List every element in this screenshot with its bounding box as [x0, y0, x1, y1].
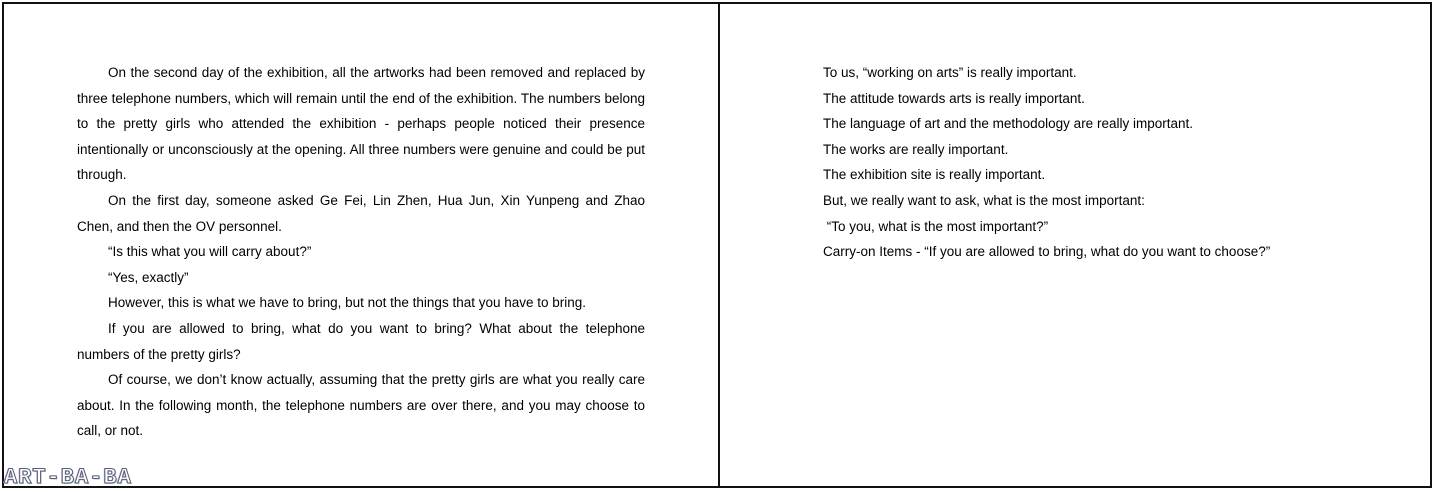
left-paragraph: “Is this what you will carry about?”	[108, 244, 312, 260]
book-spread	[2, 2, 1432, 488]
left-paragraph: However, this is what we have to bring, but not the things that you have to bring.	[108, 295, 587, 311]
right-page	[823, 60, 1383, 265]
right-line: But, we really want to ask, what is the most important:	[823, 192, 1145, 208]
left-paragraph: Of course, we don’t know actually, assuming that the pretty girls are what you really care about. In the following month, the telephone numbers are over there, and you may choose to call, or not.	[77, 372, 645, 439]
right-line: The works are really important.	[823, 141, 1009, 157]
left-paragraph: On the first day, someone asked Ge Fei, Lin Zhen, Hua Jun, Xin Yunpeng and Zhao Chen, and then the OV personnel.	[77, 192, 645, 234]
right-line: Carry-on Items - “If you are allowed to bring, what do you want to choose?”	[823, 244, 1271, 260]
left-paragraph: “Yes, exactly”	[108, 269, 189, 285]
right-line: “To you, what is the most important?”	[823, 218, 1049, 234]
right-line: The attitude towards arts is really important.	[823, 90, 1085, 106]
page-divider	[718, 4, 720, 486]
left-paragraph: If you are allowed to bring, what do you want to bring? What about the telephone numbers of the pretty girls?	[77, 320, 645, 362]
watermark-logo: ART-BA-BA	[4, 465, 132, 490]
left-paragraph: On the second day of the exhibition, all the artworks had been removed and replaced by three telephone numbers, which will remain until the end of the exhibition. The numbers belong to the pretty girls who attended the exhibition - perhaps people noticed their presence intentionally or unconsciously at the opening. All three numbers were genuine and could be put through.	[77, 65, 645, 183]
right-line: The language of art and the methodology are really important.	[823, 116, 1193, 132]
left-page	[77, 60, 645, 444]
right-line: To us, “working on arts” is really important.	[823, 65, 1077, 80]
right-line: The exhibition site is really important.	[823, 167, 1046, 183]
